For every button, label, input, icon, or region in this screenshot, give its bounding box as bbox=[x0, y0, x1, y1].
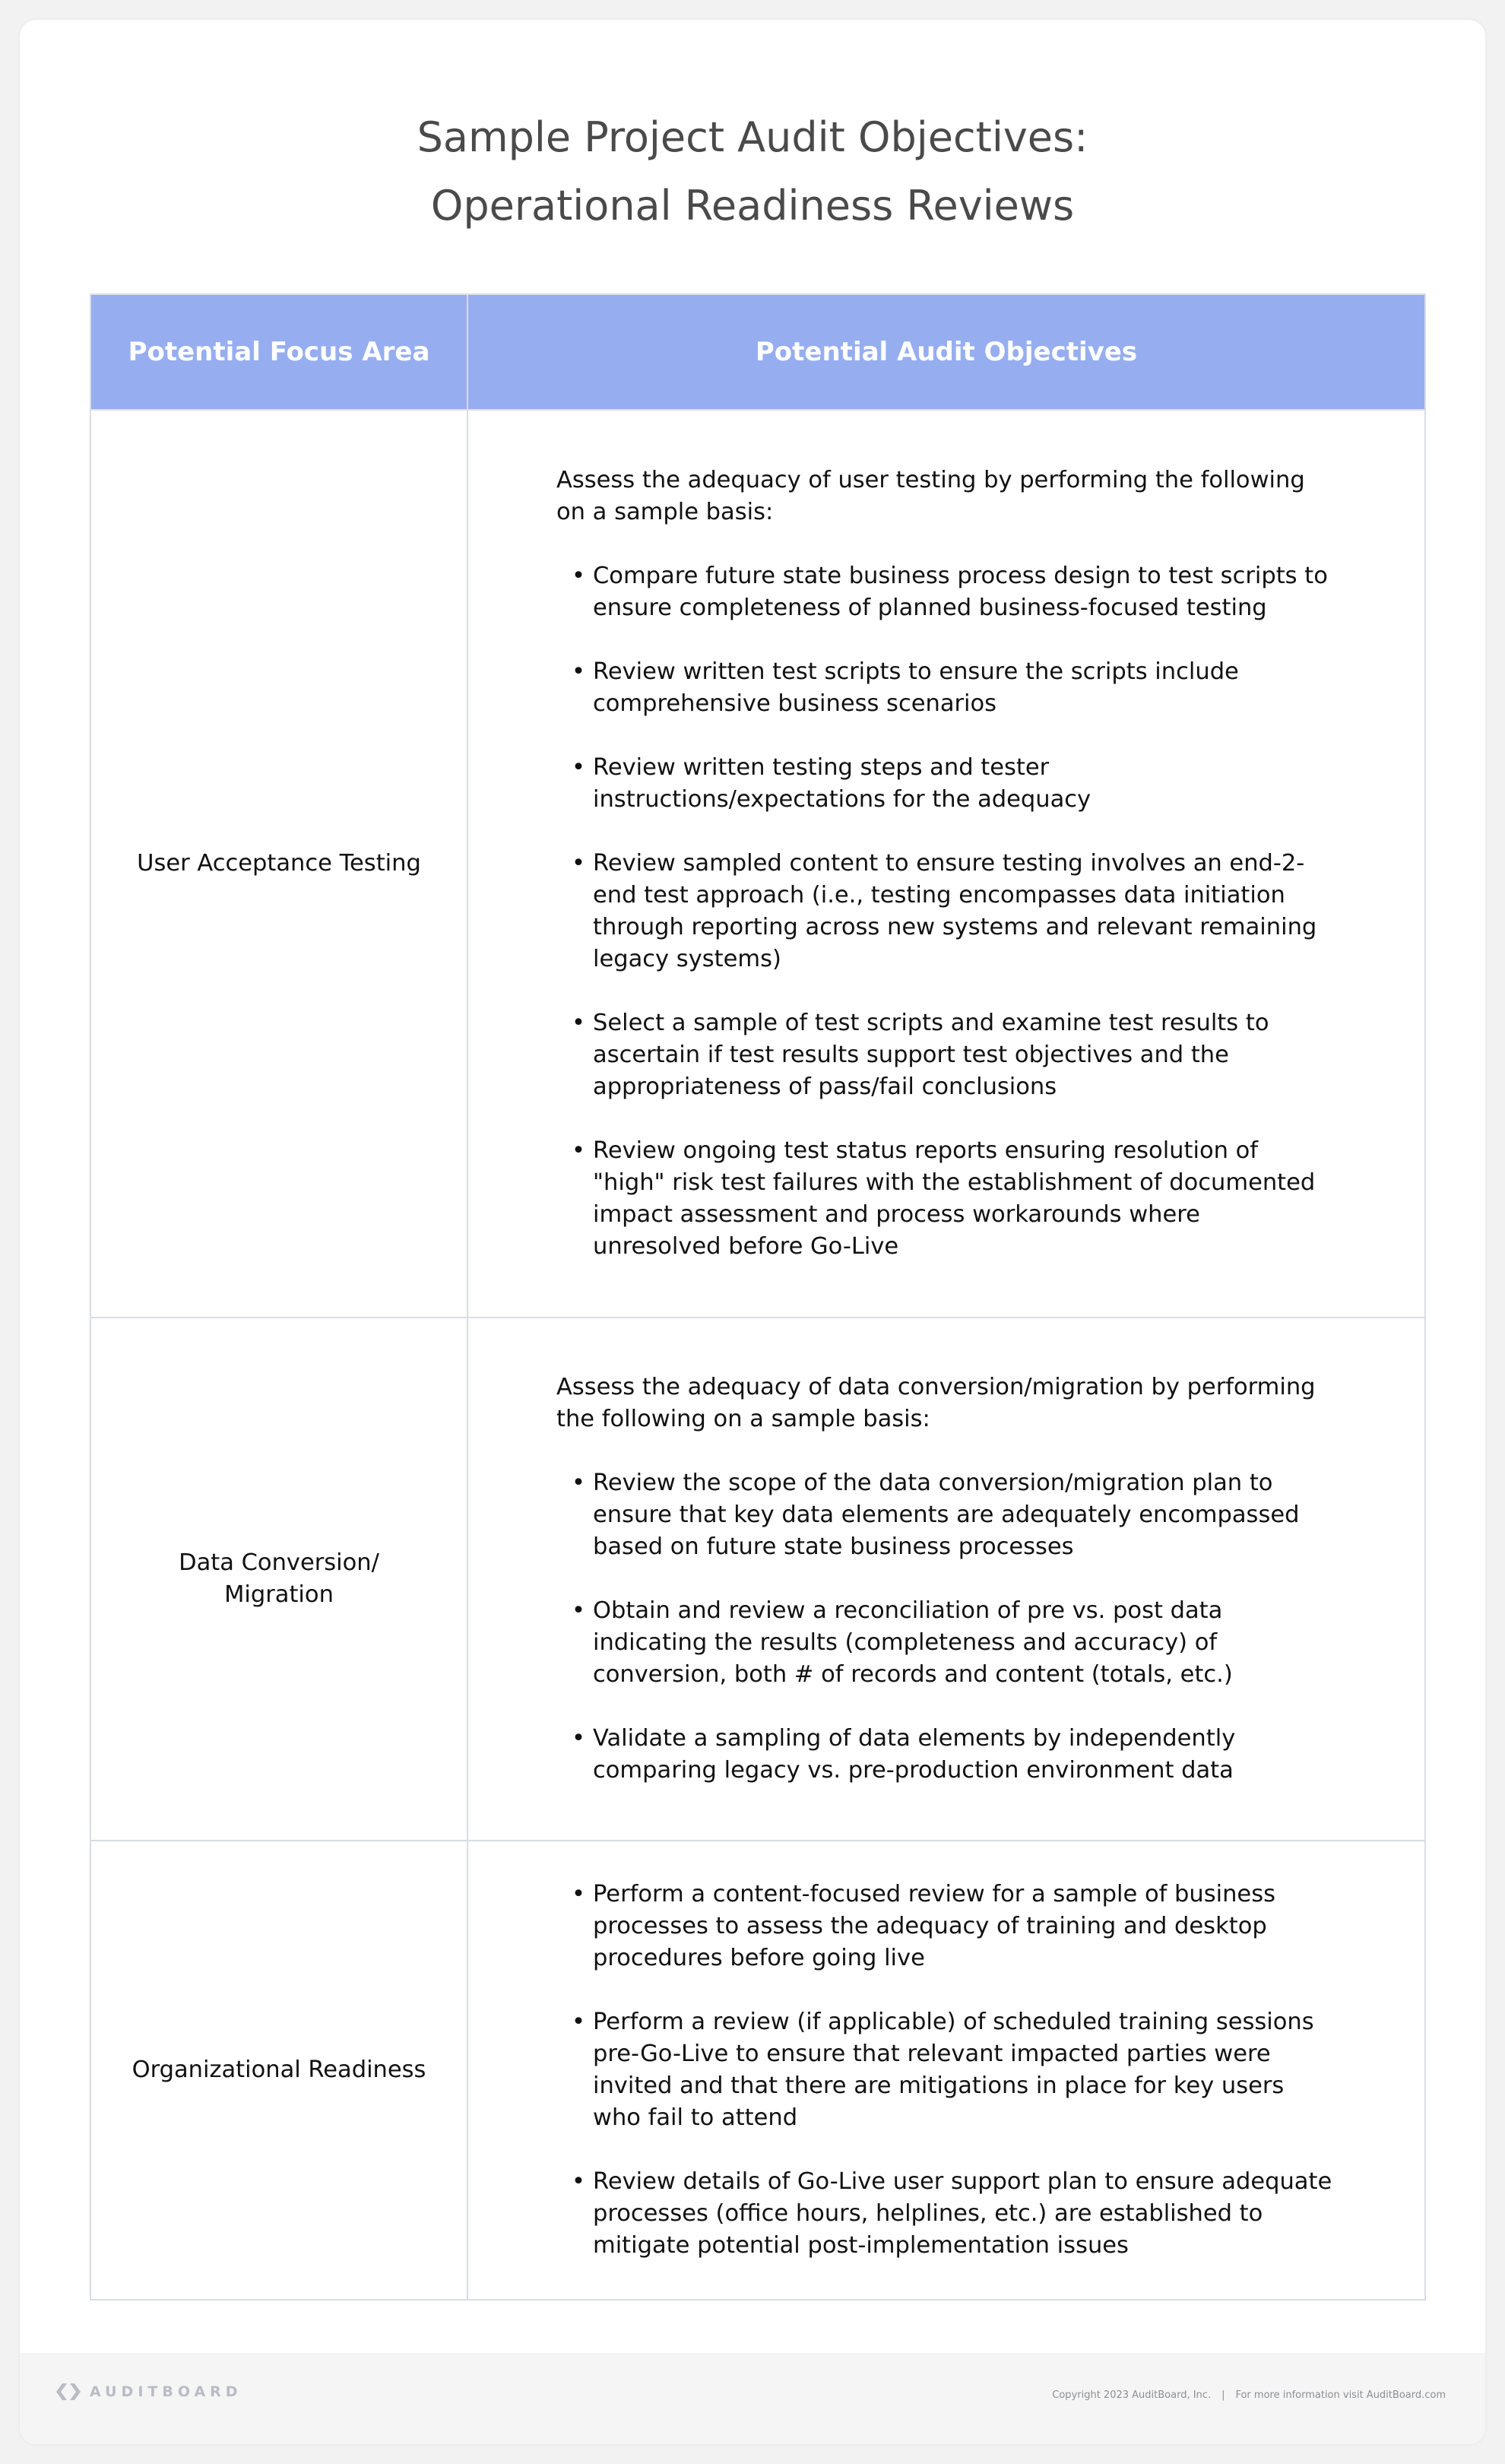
focus-area-cell bbox=[90, 1318, 467, 1841]
objectives-intro: Assess the adequacy of user testing by performing the following on a sample basis: bbox=[556, 467, 1305, 525]
focus-area-label: User Acceptance Testing bbox=[137, 850, 421, 877]
list-item: • Perform a content-focused review for a sample of business processes to assess the adequacy of training and desktop procedures before going live bbox=[556, 1879, 1335, 1974]
list-item: • Review written testing steps and tester instructions/expectations for the adequacy bbox=[556, 752, 1335, 816]
objectives-list bbox=[556, 1467, 1335, 1787]
footer-copyright bbox=[1052, 2389, 1446, 2401]
table-header-row bbox=[90, 294, 1425, 410]
focus-area-label: Data Conversion/ bbox=[179, 1549, 379, 1576]
page-card bbox=[20, 20, 1485, 2444]
footer-separator: | bbox=[1221, 2389, 1225, 2401]
list-item: • Obtain and review a reconciliation of pre vs. post data indicating the results (completeness and accuracy) of conversion, both # of records and content (totals, etc.) bbox=[556, 1595, 1335, 1691]
objectives-cell bbox=[467, 1318, 1425, 1841]
header-audit-objectives: Potential Audit Objectives bbox=[467, 294, 1425, 410]
table-row bbox=[90, 1318, 1425, 1841]
brand-name: AUDITBOARD bbox=[90, 2383, 242, 2400]
list-item: • Validate a sampling of data elements by independently comparing legacy vs. pre-production environment data bbox=[556, 1723, 1335, 1787]
page-title bbox=[20, 103, 1485, 240]
list-item: • Review details of Go-Live user support plan to ensure adequate processes (office hours, helplines, etc.) are established to mitigate potential post-implementation issues bbox=[556, 2166, 1335, 2262]
focus-area-label: Migration bbox=[224, 1581, 334, 1608]
page-title-line-2: Operational Readiness Reviews bbox=[430, 182, 1075, 230]
focus-area-label: Organizational Readiness bbox=[131, 2057, 426, 2083]
table-row bbox=[90, 1841, 1425, 2300]
list-item: • Compare future state business process design to test scripts to ensure completeness of planned business-focused testing bbox=[556, 560, 1335, 624]
focus-area-cell bbox=[90, 1841, 467, 2300]
objectives-cell bbox=[467, 1841, 1425, 2300]
objectives-list bbox=[556, 1879, 1335, 2262]
objectives-intro: Assess the adequacy of data conversion/migration by performing the following on a sample basis: bbox=[556, 1374, 1316, 1432]
focus-area-cell bbox=[90, 410, 467, 1318]
list-item: • Review written test scripts to ensure the scripts include comprehensive business scenarios bbox=[556, 656, 1335, 720]
objectives-cell bbox=[467, 410, 1425, 1318]
list-item: • Review sampled content to ensure testing involves an end-2-end test approach (i.e., testing encompasses data initiation through reporting across new systems and relevant remaining legacy systems) bbox=[556, 848, 1335, 975]
list-item: • Select a sample of test scripts and examine test results to ascertain if test results support test objectives and the appropriateness of pass/fail conclusions bbox=[556, 1007, 1335, 1103]
auditboard-logo-icon bbox=[55, 2382, 82, 2402]
header-focus-area: Potential Focus Area bbox=[90, 294, 467, 410]
list-item: • Perform a review (if applicable) of scheduled training sessions pre-Go-Live to ensure that relevant impacted parties were invited and that there are mitigations in place for key users who fail to attend bbox=[556, 2006, 1335, 2134]
footer-info-link[interactable]: For more information visit AuditBoard.com bbox=[1235, 2389, 1446, 2401]
objectives-list bbox=[556, 560, 1335, 1263]
footer bbox=[20, 2353, 1485, 2444]
page-title-line-1: Sample Project Audit Objectives: bbox=[417, 113, 1088, 161]
list-item: • Review ongoing test status reports ensuring resolution of "high" risk test failures with the establishment of documented impact assessment and process workarounds where unresolved before Go-Live bbox=[556, 1135, 1335, 1263]
audit-objectives-table bbox=[90, 293, 1426, 2301]
table-row bbox=[90, 410, 1425, 1318]
brand-logo bbox=[55, 2382, 242, 2402]
list-item: • Review the scope of the data conversion/migration plan to ensure that key data elements are adequately encompassed based on future state business processes bbox=[556, 1467, 1335, 1563]
copyright-text: Copyright 2023 AuditBoard, Inc. bbox=[1052, 2389, 1212, 2401]
